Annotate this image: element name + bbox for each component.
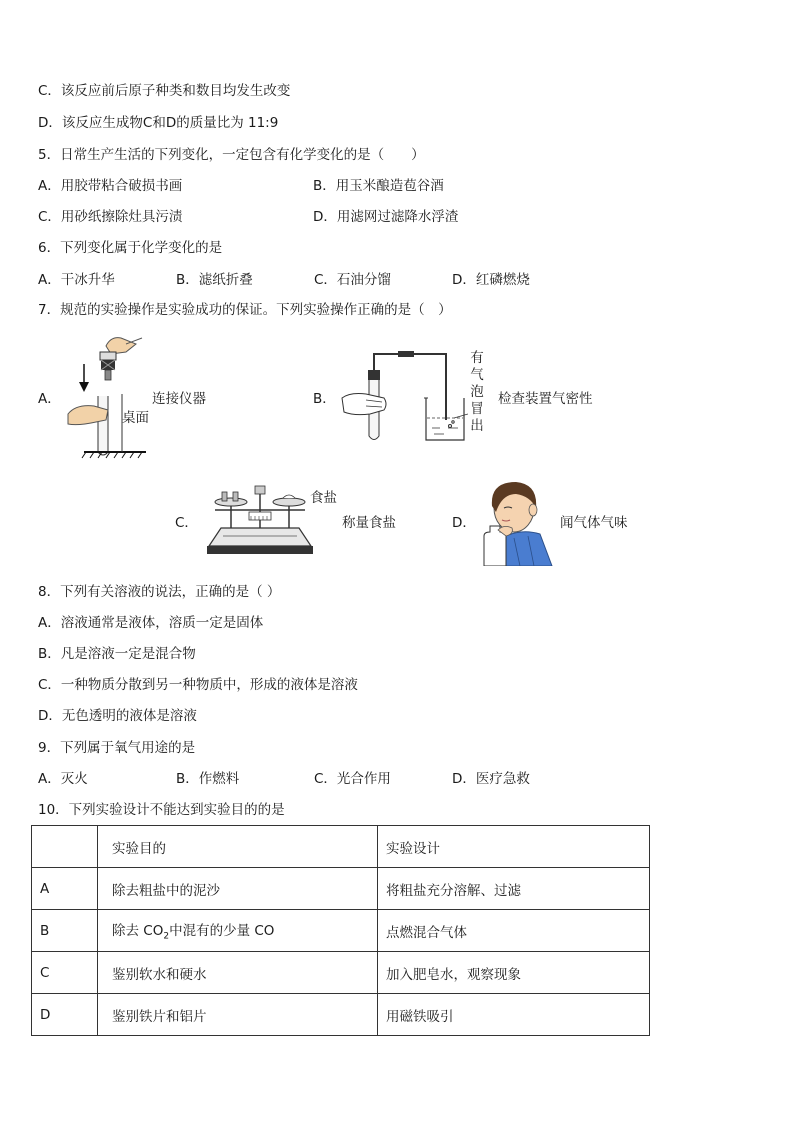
q4-option-c: C．该反应前后原子种类和数目均发生改变	[38, 83, 291, 99]
q4-option-d: D．该反应生成物C和D的质量比为 11:9	[38, 115, 279, 131]
row-purpose-post: 中混有的少量 CO	[169, 923, 275, 940]
row-key: B	[32, 910, 98, 952]
q9-option-d: D．医疗急救	[452, 771, 530, 787]
row-key: A	[32, 868, 98, 910]
row-design: 用磁铁吸引	[378, 994, 650, 1036]
row-purpose: 鉴别软水和硬水	[98, 952, 378, 994]
q7-option-b-letter: B．	[313, 391, 336, 407]
q7-option-c-letter: C．	[175, 515, 198, 531]
q7-option-d-label: 闻气体气味	[560, 515, 628, 531]
q8-option-d: D．无色透明的液体是溶液	[38, 708, 197, 724]
q7-option-a-label: 连接仪器	[152, 391, 206, 407]
q9-option-b: B．作燃料	[176, 771, 240, 787]
q5-option-b: B．用玉米酿造苞谷酒	[313, 178, 444, 194]
row-purpose-pre: 除去 CO	[112, 923, 164, 940]
table-row	[32, 994, 650, 1036]
header-cell-purpose: 实验目的	[98, 826, 378, 868]
row-purpose-subscript: 2	[163, 931, 170, 942]
table-row	[32, 910, 650, 952]
header-cell-key	[32, 826, 98, 868]
q8-option-b: B．凡是溶液一定是混合物	[38, 646, 196, 662]
row-design: 将粗盐充分溶解、过滤	[378, 868, 650, 910]
table-row	[32, 868, 650, 910]
table-row	[32, 952, 650, 994]
q6-option-d: D．红磷燃烧	[452, 272, 530, 288]
q7-option-c-salt-label: 食盐	[310, 490, 337, 506]
airtightness-check-figure	[340, 348, 468, 444]
row-design: 点燃混合气体	[378, 910, 650, 952]
header-cell-design: 实验设计	[378, 826, 650, 868]
q7-option-c-label: 称量食盐	[342, 515, 396, 531]
row-design: 加入肥皂水，观察现象	[378, 952, 650, 994]
q7-option-d-letter: D．	[452, 515, 476, 531]
q5-option-a: A．用胶带粘合破损书画	[38, 178, 183, 194]
q7-stem: 7．规范的实验操作是实验成功的保证。下列实验操作正确的是（ ）	[38, 302, 452, 318]
q6-stem: 6．下列变化属于化学变化的是	[38, 240, 223, 256]
q7-option-b-vertical-label: 有气泡冒出	[470, 350, 484, 434]
q5-option-c: C．用砂纸擦除灶具污渍	[38, 209, 183, 225]
q8-option-a: A．溶液通常是液体，溶质一定是固体	[38, 615, 264, 631]
connect-apparatus-figure	[66, 334, 156, 464]
smelling-gas-figure	[480, 478, 556, 566]
table-header-row	[32, 826, 650, 868]
q9-option-a: A．灭火	[38, 771, 88, 787]
row-key: C	[32, 952, 98, 994]
q7-option-a-letter: A．	[38, 391, 61, 407]
row-key: D	[32, 994, 98, 1036]
q6-option-a: A．干冰升华	[38, 272, 115, 288]
q6-option-b: B．滤纸折叠	[176, 272, 253, 288]
row-purpose: 鉴别铁片和铝片	[98, 994, 378, 1036]
q10-stem: 10．下列实验设计不能达到实验目的的是	[38, 802, 285, 818]
q7-option-b-label: 检查装置气密性	[498, 391, 593, 407]
q5-option-d: D．用滤网过滤降水浮渣	[313, 209, 459, 225]
row-purpose	[98, 910, 378, 952]
q8-option-c: C．一种物质分散到另一种物质中，形成的液体是溶液	[38, 677, 358, 693]
q5-stem: 5．日常生产生活的下列变化，一定包含有化学变化的是（ ）	[38, 147, 425, 163]
q7-option-a-desk: 桌面	[122, 410, 149, 426]
q9-stem: 9．下列属于氧气用途的是	[38, 740, 196, 756]
q6-option-c: C．石油分馏	[314, 272, 391, 288]
q8-stem: 8．下列有关溶液的说法，正确的是（ ）	[38, 584, 281, 600]
row-purpose: 除去粗盐中的泥沙	[98, 868, 378, 910]
q9-option-c: C．光合作用	[314, 771, 391, 787]
balance-scale-figure	[205, 484, 315, 562]
experiment-table	[31, 825, 650, 1036]
